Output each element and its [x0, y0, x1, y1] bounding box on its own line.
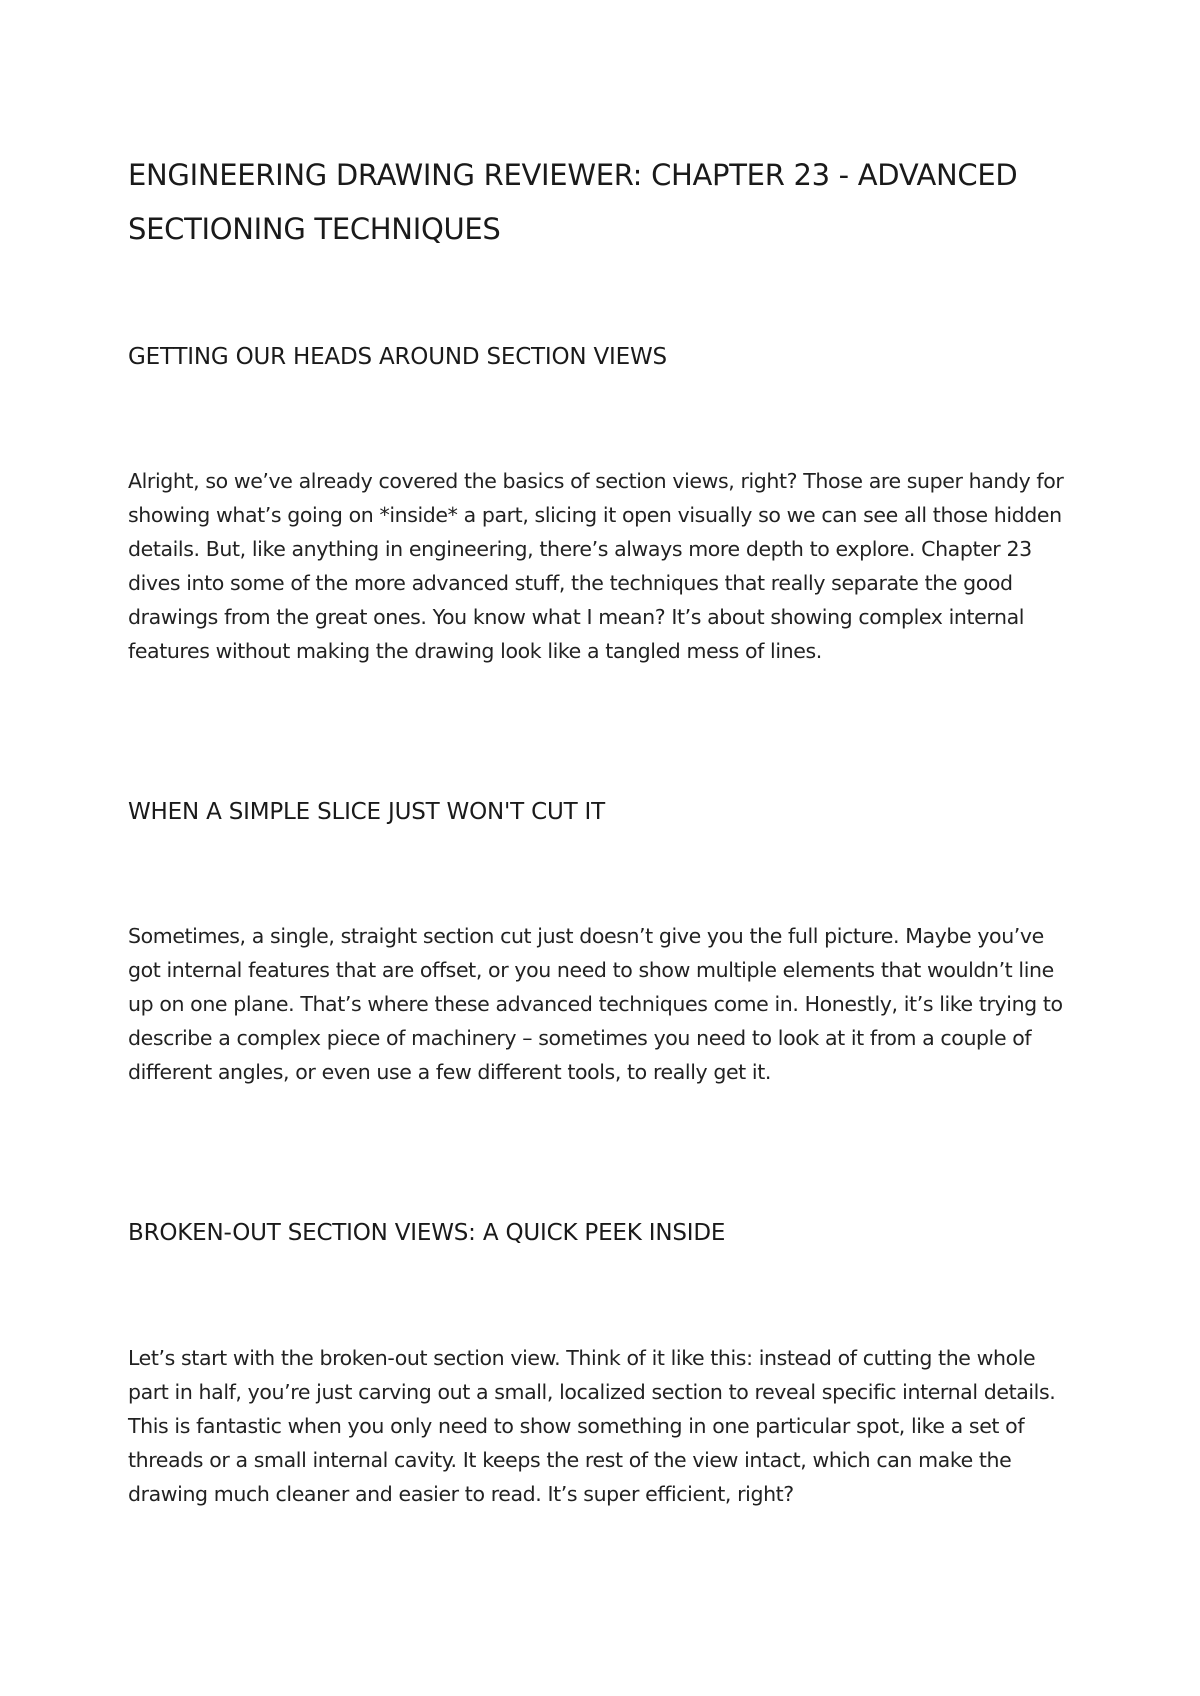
section-heading: WHEN A SIMPLE SLICE JUST WON'T CUT IT — [128, 799, 605, 825]
section-heading: BROKEN-OUT SECTION VIEWS: A QUICK PEEK INSIDE — [128, 1220, 726, 1246]
document-title: ENGINEERING DRAWING REVIEWER: CHAPTER 23 - ADVANCED SECTIONING TECHNIQUES — [128, 158, 1018, 246]
section-paragraph: Let’s start with the broken-out section view. Think of it like this: instead of cutting the whole part in half, you’re just carving out a small, localized section to reveal specific internal details. This is fantastic when you only need to show something in one particular spot, like a set of threads or a small internal cavity. It keeps the rest of the view intact, which can make the drawing much cleaner and easier to read. It’s super efficient, right? — [128, 1346, 1056, 1506]
section-paragraph: Sometimes, a single, straight section cut just doesn’t give you the full picture. Maybe you’ve got internal features that are offset, or you need to show multiple elements that wouldn’t line up on one plane. That’s where these advanced techniques come in. Honestly, it’s like trying to describe a complex piece of machinery – sometimes you need to look at it from a couple of different angles, or even use a few different tools, to really get it. — [128, 924, 1063, 1084]
section-paragraph: Alright, so we’ve already covered the basics of section views, right? Those are super handy for showing what’s going on *inside* a part, slicing it open visually so we can see all those hidden details. But, like anything in engineering, there’s always more depth to explore. Chapter 23 dives into some of the more advanced stuff, the techniques that really separate the good drawings from the great ones. You know what I mean? It’s about showing complex internal features without making the drawing look like a tangled mess of lines. — [128, 469, 1064, 663]
section-heading: GETTING OUR HEADS AROUND SECTION VIEWS — [128, 344, 667, 370]
